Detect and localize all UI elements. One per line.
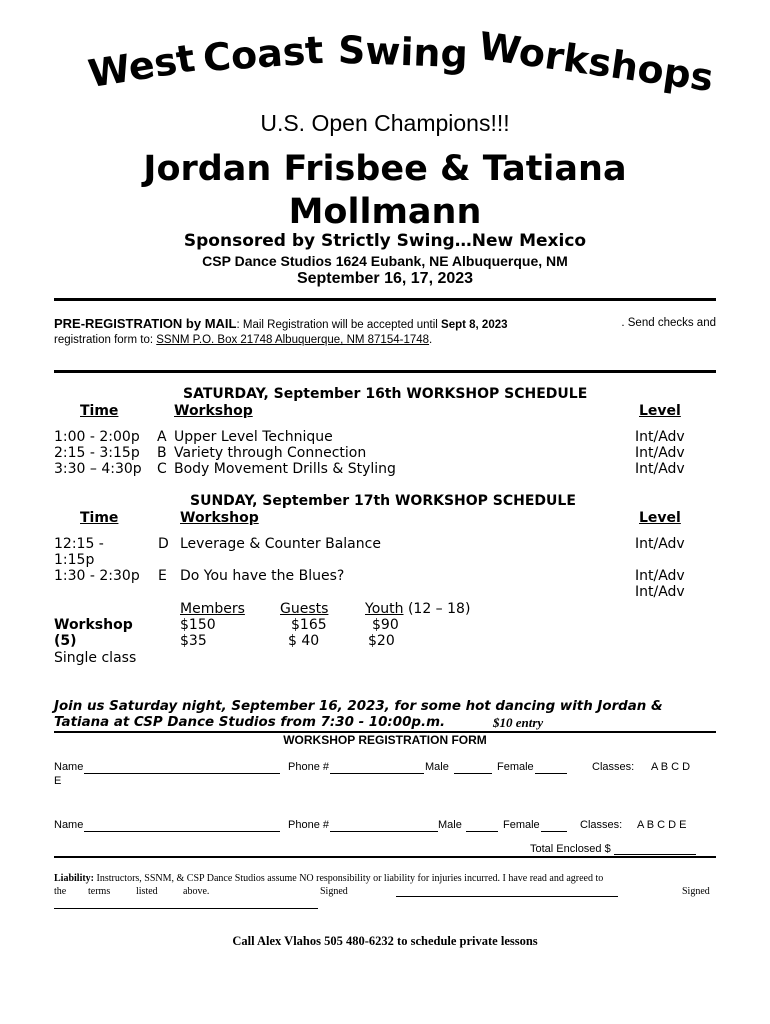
liability-text: Instructors, SSNM, & CSP Dance Studios assume NO responsibility or liability for injuries incurred. I have read and agreed to — [94, 873, 604, 884]
prereg-block — [54, 316, 716, 348]
price-youth: $90 — [372, 617, 399, 633]
signature-line[interactable] — [396, 896, 618, 897]
name-field[interactable] — [84, 773, 280, 774]
name-label: Name — [54, 761, 84, 773]
session-title: Body Movement Drills & Styling — [174, 461, 396, 477]
session-time: 1:30 - 2:30p — [54, 568, 140, 584]
price-guests: $165 — [291, 617, 327, 633]
signed-label: Signed — [320, 886, 348, 897]
party-entry-fee: $10 entry — [493, 715, 544, 730]
mailing-address: SSNM P.O. Box 21748 Albuquerque, NM 87154-1748 — [156, 334, 430, 346]
session-level: Int/Adv — [635, 536, 685, 552]
session-level: Int/Adv — [635, 568, 685, 584]
session-title: Leverage & Counter Balance — [180, 536, 381, 552]
session-time: 2:15 - 3:15p — [54, 445, 140, 461]
price-col-members: Members — [180, 601, 245, 617]
liability-label: Liability: — [54, 873, 95, 884]
divider — [54, 370, 716, 373]
dates-line: September 16, 17, 2023 — [296, 270, 474, 287]
female-field[interactable] — [541, 831, 567, 832]
name-field[interactable] — [84, 831, 280, 832]
female-label: Female — [497, 761, 534, 773]
price-col-guests: Guests — [280, 601, 329, 617]
session-time: 12:15 - — [54, 536, 104, 552]
sponsor-line: Sponsored by Strictly Swing…New Mexico — [183, 231, 587, 251]
saturday-col-workshop: Workshop — [174, 403, 253, 419]
class-option-e[interactable]: E — [54, 775, 62, 787]
banner-word-west: West — [85, 35, 198, 97]
session-time: 1:00 - 2:00p — [54, 429, 140, 445]
price-row-label-cont: (5) — [54, 633, 77, 649]
liability-word: terms — [88, 886, 111, 897]
prereg-label: PRE-REGISTRATION by MAIL — [54, 316, 237, 331]
venue-line: CSP Dance Studios 1624 Eubank, NE Albuquerque, NM — [202, 253, 568, 269]
session-code: B — [157, 445, 167, 461]
session-title: Upper Level Technique — [174, 429, 333, 445]
sunday-col-workshop: Workshop — [180, 510, 259, 526]
liability-word: above. — [183, 886, 210, 897]
tagline: U.S. Open Champions!!! — [260, 110, 510, 136]
signed-label: Signed — [682, 886, 710, 897]
price-row-label: Single class — [54, 650, 137, 666]
session-title: Variety through Connection — [174, 445, 367, 461]
session-level: Int/Adv — [635, 445, 685, 461]
class-options[interactable]: A B C D — [651, 761, 691, 773]
session-time-cont: 1:15p — [54, 552, 95, 568]
female-field[interactable] — [535, 773, 567, 774]
prereg-text: : Mail Registration will be accepted until — [236, 319, 442, 331]
classes-label: Classes: — [592, 761, 635, 773]
youth-age-note: (12 – 18) — [403, 601, 471, 617]
names-line-1: Jordan Frisbee & Tatiana — [143, 149, 627, 189]
total-label: Total Enclosed $ — [530, 843, 611, 855]
divider — [54, 856, 716, 858]
prereg-text-end: . Send checks and — [621, 317, 716, 329]
class-options[interactable]: A B C D E — [637, 819, 687, 831]
classes-label: Classes: — [580, 819, 623, 831]
session-level: Int/Adv — [635, 584, 685, 600]
price-guests: $ 40 — [288, 633, 320, 649]
price-members: $150 — [180, 617, 216, 633]
liability-word: listed — [136, 886, 158, 897]
banner-word-swing: Swing — [337, 27, 469, 77]
divider — [54, 298, 716, 301]
liability-word: the — [54, 886, 67, 897]
names-line-2: Mollmann — [288, 192, 482, 232]
price-youth: $20 — [368, 633, 395, 649]
saturday-col-time: Time — [80, 403, 119, 419]
phone-field[interactable] — [330, 831, 438, 832]
sunday-heading: SUNDAY, September 17th WORKSHOP SCHEDULE — [190, 493, 576, 509]
session-level: Int/Adv — [635, 461, 685, 477]
male-label: Male — [438, 819, 462, 831]
prereg-text-2: registration form to: — [54, 334, 157, 346]
saturday-col-level: Level — [639, 403, 681, 419]
male-field[interactable] — [454, 773, 492, 774]
youth-label: Youth — [365, 601, 404, 617]
session-title: Do You have the Blues? — [180, 568, 345, 584]
male-field[interactable] — [466, 831, 498, 832]
session-code: C — [157, 461, 167, 477]
male-label: Male — [425, 761, 449, 773]
liability-line-1 — [54, 873, 716, 884]
sunday-col-time: Time — [80, 510, 119, 526]
phone-field[interactable] — [330, 773, 424, 774]
session-time: 3:30 – 4:30p — [54, 461, 142, 477]
phone-label: Phone # — [288, 819, 329, 831]
session-code: A — [157, 429, 167, 445]
price-col-youth — [365, 601, 470, 617]
sunday-col-level: Level — [639, 510, 681, 526]
female-label: Female — [503, 819, 540, 831]
private-lessons-note: Call Alex Vlahos 505 480-6232 to schedule private lessons — [232, 934, 538, 948]
party-line-2: Tatiana at CSP Dance Studios from 7:30 - 10:00p.m. — [54, 715, 446, 730]
total-field[interactable] — [614, 854, 696, 855]
name-label: Name — [54, 819, 84, 831]
form-title: WORKSHOP REGISTRATION FORM — [283, 733, 487, 747]
prereg-deadline: Sept 8, 2023 — [441, 319, 508, 331]
session-code: E — [158, 568, 167, 584]
price-row-label: Workshop — [54, 617, 133, 633]
session-level: Int/Adv — [635, 429, 685, 445]
banner-word-coast: Coast — [201, 27, 325, 81]
phone-label: Phone # — [288, 761, 329, 773]
signature-line[interactable] — [54, 908, 318, 909]
party-line-1: Join us Saturday night, September 16, 2023, for some hot dancing with Jordan & — [54, 699, 663, 714]
banner-word-workshops: Workshops — [476, 23, 717, 101]
session-code: D — [158, 536, 169, 552]
price-members: $35 — [180, 633, 207, 649]
prereg-period: . — [429, 334, 433, 346]
saturday-heading: SATURDAY, September 16th WORKSHOP SCHEDULE — [183, 386, 588, 402]
